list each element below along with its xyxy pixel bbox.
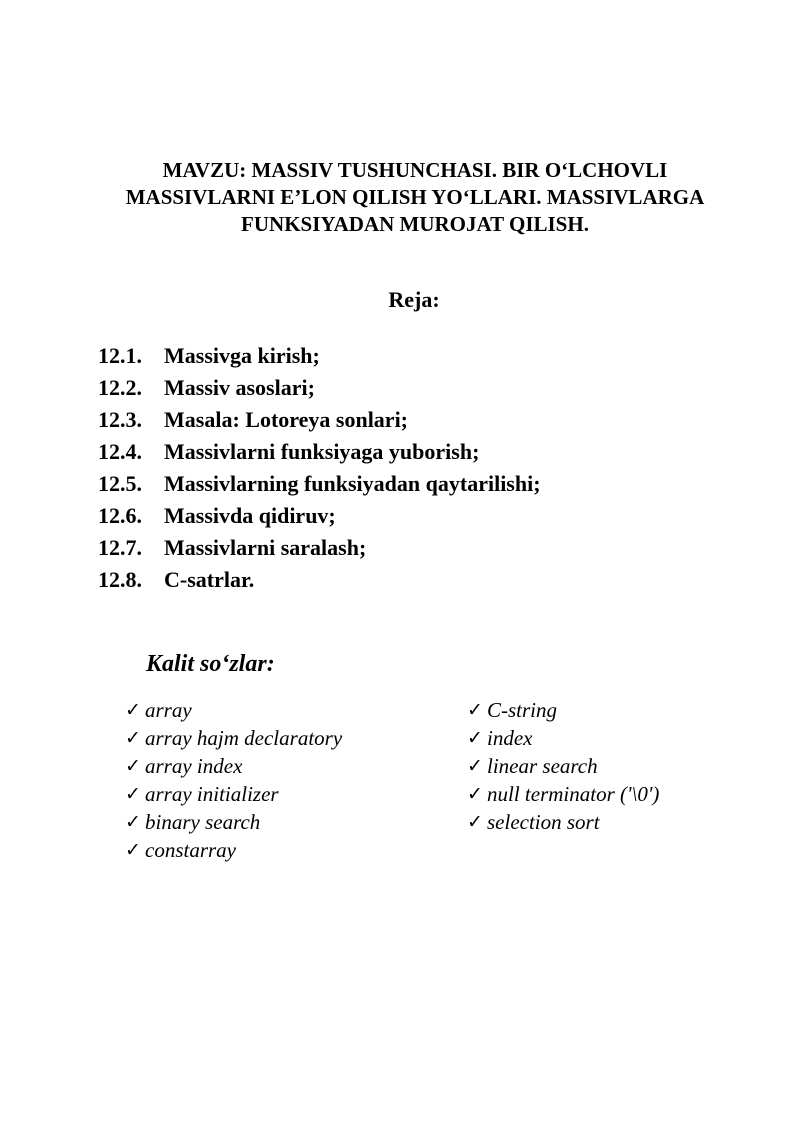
keyword-text: array index [145,754,243,778]
plan-item-text: Massivlarni saralash; [164,535,367,560]
title-line-2: MASSIVLARNI E’LON QILISH YO‘LLARI. MASSIVLARGA [125,185,705,209]
keyword-item [467,724,659,752]
plan-item [98,404,541,436]
plan-item-number: 12.5. [98,471,142,496]
keyword-text: constarray [145,838,236,862]
plan-item [98,564,541,596]
check-icon: ✓ [467,755,483,777]
plan-item-text: Massivlarni funksiyaga yuborish; [164,439,480,464]
plan-item [98,436,541,468]
plan-item-number: 12.7. [98,535,142,560]
keyword-item [125,836,342,864]
keyword-item [467,752,659,780]
keyword-text: binary search [145,810,261,834]
plan-item-text: Massivda qidiruv; [164,503,336,528]
keyword-item [467,808,659,836]
plan-item [98,372,541,404]
keyword-item [125,780,342,808]
check-icon: ✓ [467,699,483,721]
check-icon: ✓ [467,783,483,805]
plan-item-text: Massiv asoslari; [164,375,315,400]
plan-heading: Reja: [388,287,440,312]
keywords-heading: Kalit so‘zlar: [146,651,275,677]
plan-item-text: Masala: Lotoreya sonlari; [164,407,409,432]
plan-item-text: C-satrlar. [164,567,255,592]
plan-item-number: 12.8. [98,567,142,592]
keyword-text: selection sort [487,810,600,834]
plan-item-number: 12.6. [98,503,142,528]
plan-item-number: 12.1. [98,343,142,368]
keyword-text: linear search [487,754,598,778]
check-icon: ✓ [125,755,141,777]
plan-list [98,340,541,596]
plan-item [98,500,541,532]
plan-item-number: 12.3. [98,407,142,432]
page-title [80,157,750,238]
keywords-list-left [125,696,342,864]
check-icon: ✓ [125,783,141,805]
keyword-item [467,696,659,724]
keyword-text: array initializer [145,782,279,806]
check-icon: ✓ [467,727,483,749]
check-icon: ✓ [125,699,141,721]
title-line-1: MAVZU: MASSIV TUSHUNCHASI. BIR O‘LCHOVLI [162,158,668,182]
plan-item-text: Massivga kirish; [164,343,320,368]
plan-item-text: Massivlarning funksiyadan qaytarilishi; [164,471,541,496]
check-icon: ✓ [467,811,483,833]
keywords-list-right [467,696,659,836]
keyword-text: array hajm declaratory [145,726,343,750]
keyword-text: index [487,726,533,750]
keyword-text: C-string [487,698,558,722]
plan-item [98,532,541,564]
keyword-item [125,724,342,752]
plan-item [98,468,541,500]
keyword-text: array [145,698,192,722]
keyword-item [125,752,342,780]
plan-item-number: 12.2. [98,375,142,400]
title-line-3: FUNKSIYADAN MUROJAT QILISH. [241,212,589,236]
check-icon: ✓ [125,811,141,833]
keyword-item [125,696,342,724]
keyword-item [125,808,342,836]
keyword-item [467,780,659,808]
check-icon: ✓ [125,839,141,861]
plan-item-number: 12.4. [98,439,142,464]
plan-item [98,340,541,372]
keyword-text: null terminator ('\0') [487,782,660,806]
check-icon: ✓ [125,727,141,749]
